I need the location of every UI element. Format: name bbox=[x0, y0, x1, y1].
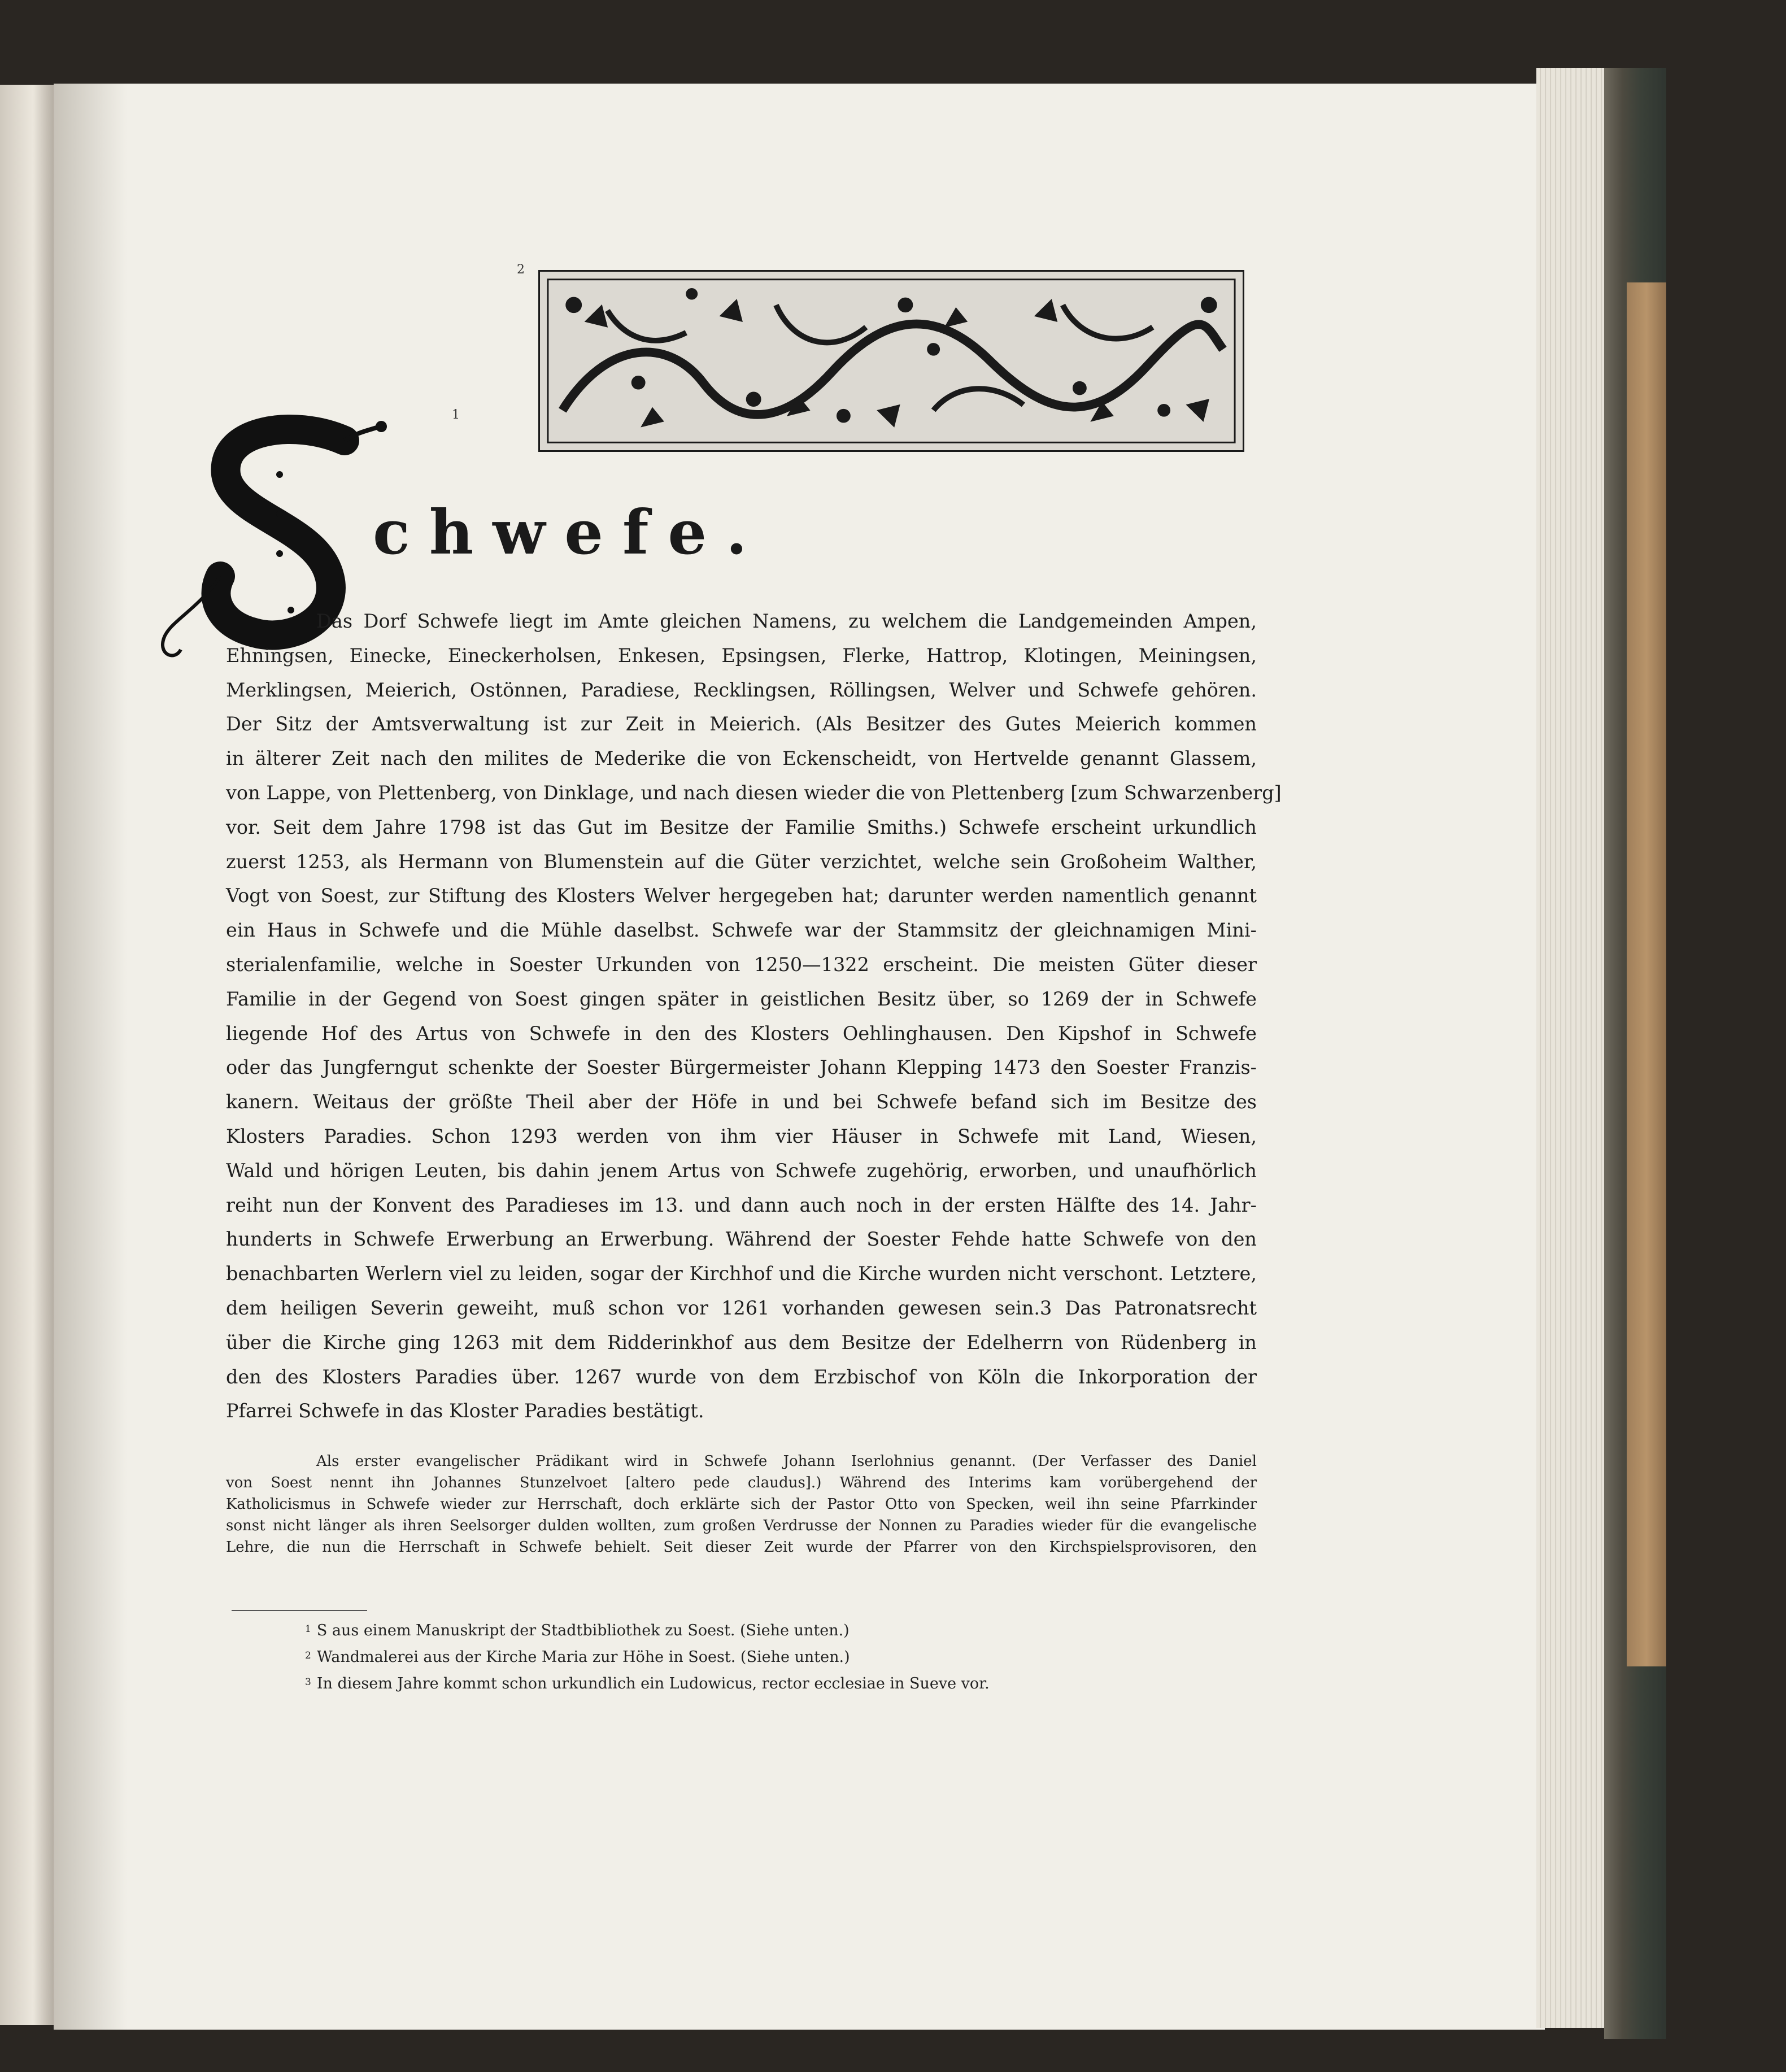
page-title: chwefe. bbox=[373, 497, 766, 568]
footnote-divider bbox=[232, 1610, 367, 1611]
body-line: Klosters Paradies. Schon 1293 werden von ihm vier Häuser in Schwefe mit Land, Wiesen, bbox=[226, 1125, 1257, 1147]
body-line: über die Kirche ging 1263 mit dem Ridderinkhof aus dem Besitze der Edelherrn von Rüdenberg in bbox=[226, 1331, 1257, 1353]
footnote-item bbox=[305, 1670, 990, 1696]
note-line: Katholicismus in Schwefe wieder zur Herrschaft, doch erklärte sich der Pastor Otto von Specken, weil ihn seine Pfarrkinder bbox=[226, 1496, 1257, 1513]
cover-leather-strip bbox=[1627, 282, 1666, 1666]
body-line: den des Klosters Paradies über. 1267 wurde von dem Erzbischof von Köln die Inkorporation der bbox=[226, 1365, 1257, 1388]
footnote-mark: 3 bbox=[305, 1677, 311, 1688]
body-line: oder das Jungferngut schenkte der Soester Bürgermeister Johann Klepping 1473 den Soester Franzis- bbox=[226, 1056, 1257, 1079]
note-paragraph bbox=[226, 1451, 1257, 1558]
body-line: in älterer Zeit nach den milites de Mederike die von Eckenscheidt, von Hertvelde genannt Glassem, bbox=[226, 747, 1257, 770]
body-line: Familie in der Gegend von Soest gingen später in geistlichen Besitz über, so 1269 der in Schwefe bbox=[226, 987, 1257, 1010]
page-gutter-shade bbox=[54, 84, 127, 2030]
footnote-mark: 2 bbox=[305, 1650, 311, 1661]
body-line: Merklingsen, Meierich, Ostönnen, Paradiese, Recklingsen, Röllingsen, Welver und Schwefe gehören. bbox=[226, 678, 1257, 701]
vine-ornament-icon bbox=[540, 272, 1243, 450]
footnotes bbox=[305, 1617, 990, 1696]
body-line: Ehningsen, Einecke, Eineckerholsen, Enkesen, Epsingsen, Flerke, Hattrop, Klotingen, Meiningsen, bbox=[226, 644, 1257, 667]
footnote-text: Wandmalerei aus der Kirche Maria zur Höhe in Soest. (Siehe unten.) bbox=[316, 1648, 850, 1666]
body-line: sterialenfamilie, welche in Soester Urkunden von 1250—1322 erscheint. Die meisten Güter dieser bbox=[226, 953, 1257, 976]
footnote-item bbox=[305, 1617, 990, 1643]
body-line: vor. Seit dem Jahre 1798 ist das Gut im Besitze der Familie Smiths.) Schwefe erscheint urkundlich bbox=[226, 816, 1257, 838]
body-line: Pfarrei Schwefe in das Kloster Paradies bestätigt. bbox=[226, 1400, 704, 1422]
body-line: ein Haus in Schwefe und die Mühle daselbst. Schwefe war der Stammsitz der gleichnamigen Mini- bbox=[226, 919, 1257, 942]
body-line: Wald und hörigen Leuten, bis dahin jenem Artus von Schwefe zugehörig, erworben, und unaufhörlich bbox=[226, 1159, 1257, 1182]
body-line: Das Dorf Schwefe liegt im Amte gleichen Namens, zu welchem die Landgemeinden Ampen, bbox=[316, 610, 1257, 632]
footnote-text: S aus einem Manuskript der Stadtbibliothek zu Soest. (Siehe unten.) bbox=[316, 1622, 850, 1639]
footnote-item bbox=[305, 1643, 990, 1670]
page-stack-edges bbox=[1536, 68, 1610, 2028]
ornamental-vine-band bbox=[538, 270, 1244, 452]
body-line: kanern. Weitaus der größte Theil aber der Höfe in und bei Schwefe befand sich im Besitze des bbox=[226, 1091, 1257, 1113]
body-line: Der Sitz der Amtsverwaltung ist zur Zeit in Meierich. (Als Besitzer des Gutes Meierich kommen bbox=[226, 713, 1257, 735]
body-line: Vogt von Soest, zur Stiftung des Klosters Welver hergegeben hat; darunter werden namentlich genannt bbox=[226, 885, 1257, 907]
footnote-text: In diesem Jahre kommt schon urkundlich ein Ludowicus, rector ecclesiae in Sueve vor. bbox=[316, 1675, 990, 1692]
body-line: von Lappe, von Plettenberg, von Dinklage, und nach diesen wieder die von Plettenberg [zum Schwarzenberg] bbox=[226, 781, 1282, 804]
note-line: sonst nicht länger als ihren Seelsorger dulden wollten, zum großen Verdrusse der Nonnen zu Paradies wieder für die evangelische bbox=[226, 1517, 1257, 1534]
initial-marker: 1 bbox=[452, 408, 460, 422]
main-body-text bbox=[226, 604, 1282, 1429]
body-line: benachbarten Werlern viel zu leiden, sogar der Kirchhof und die Kirche wurden nicht verschont. Letztere, bbox=[226, 1263, 1257, 1285]
note-line: Lehre, die nun die Herrschaft in Schwefe behielt. Seit dieser Zeit wurde der Pfarrer von den Kirchspielsprovisoren, den bbox=[226, 1539, 1257, 1556]
body-line: zuerst 1253, als Hermann von Blumenstein auf die Güter verzichtet, welche sein Großoheim Walther, bbox=[226, 850, 1257, 873]
body-line: liegende Hof des Artus von Schwefe in den des Klosters Oehlinghausen. Den Kipshof in Schwefe bbox=[226, 1022, 1257, 1044]
body-line: reiht nun der Konvent des Paradieses im 13. und dann auch noch in der ersten Hälfte des 14. Jahr- bbox=[226, 1194, 1257, 1216]
note-line: Als erster evangelischer Prädikant wird in Schwefe Johann Iserlohnius genannt. (Der Verfasser des Daniel bbox=[316, 1453, 1257, 1470]
ornament-marker: 2 bbox=[517, 263, 525, 277]
footnote-mark: 1 bbox=[305, 1623, 311, 1635]
body-line: dem heiligen Severin geweiht, muß schon vor 1261 vorhanden gewesen sein.3 Das Patronatsrecht bbox=[226, 1296, 1257, 1319]
body-line: hunderts in Schwefe Erwerbung an Erwerbung. Während der Soester Fehde hatte Schwefe von den bbox=[226, 1228, 1257, 1251]
note-line: von Soest nennt ihn Johannes Stunzelvoet [altero pede claudus].) Während des Interims kam vorübergehend der bbox=[226, 1474, 1257, 1491]
